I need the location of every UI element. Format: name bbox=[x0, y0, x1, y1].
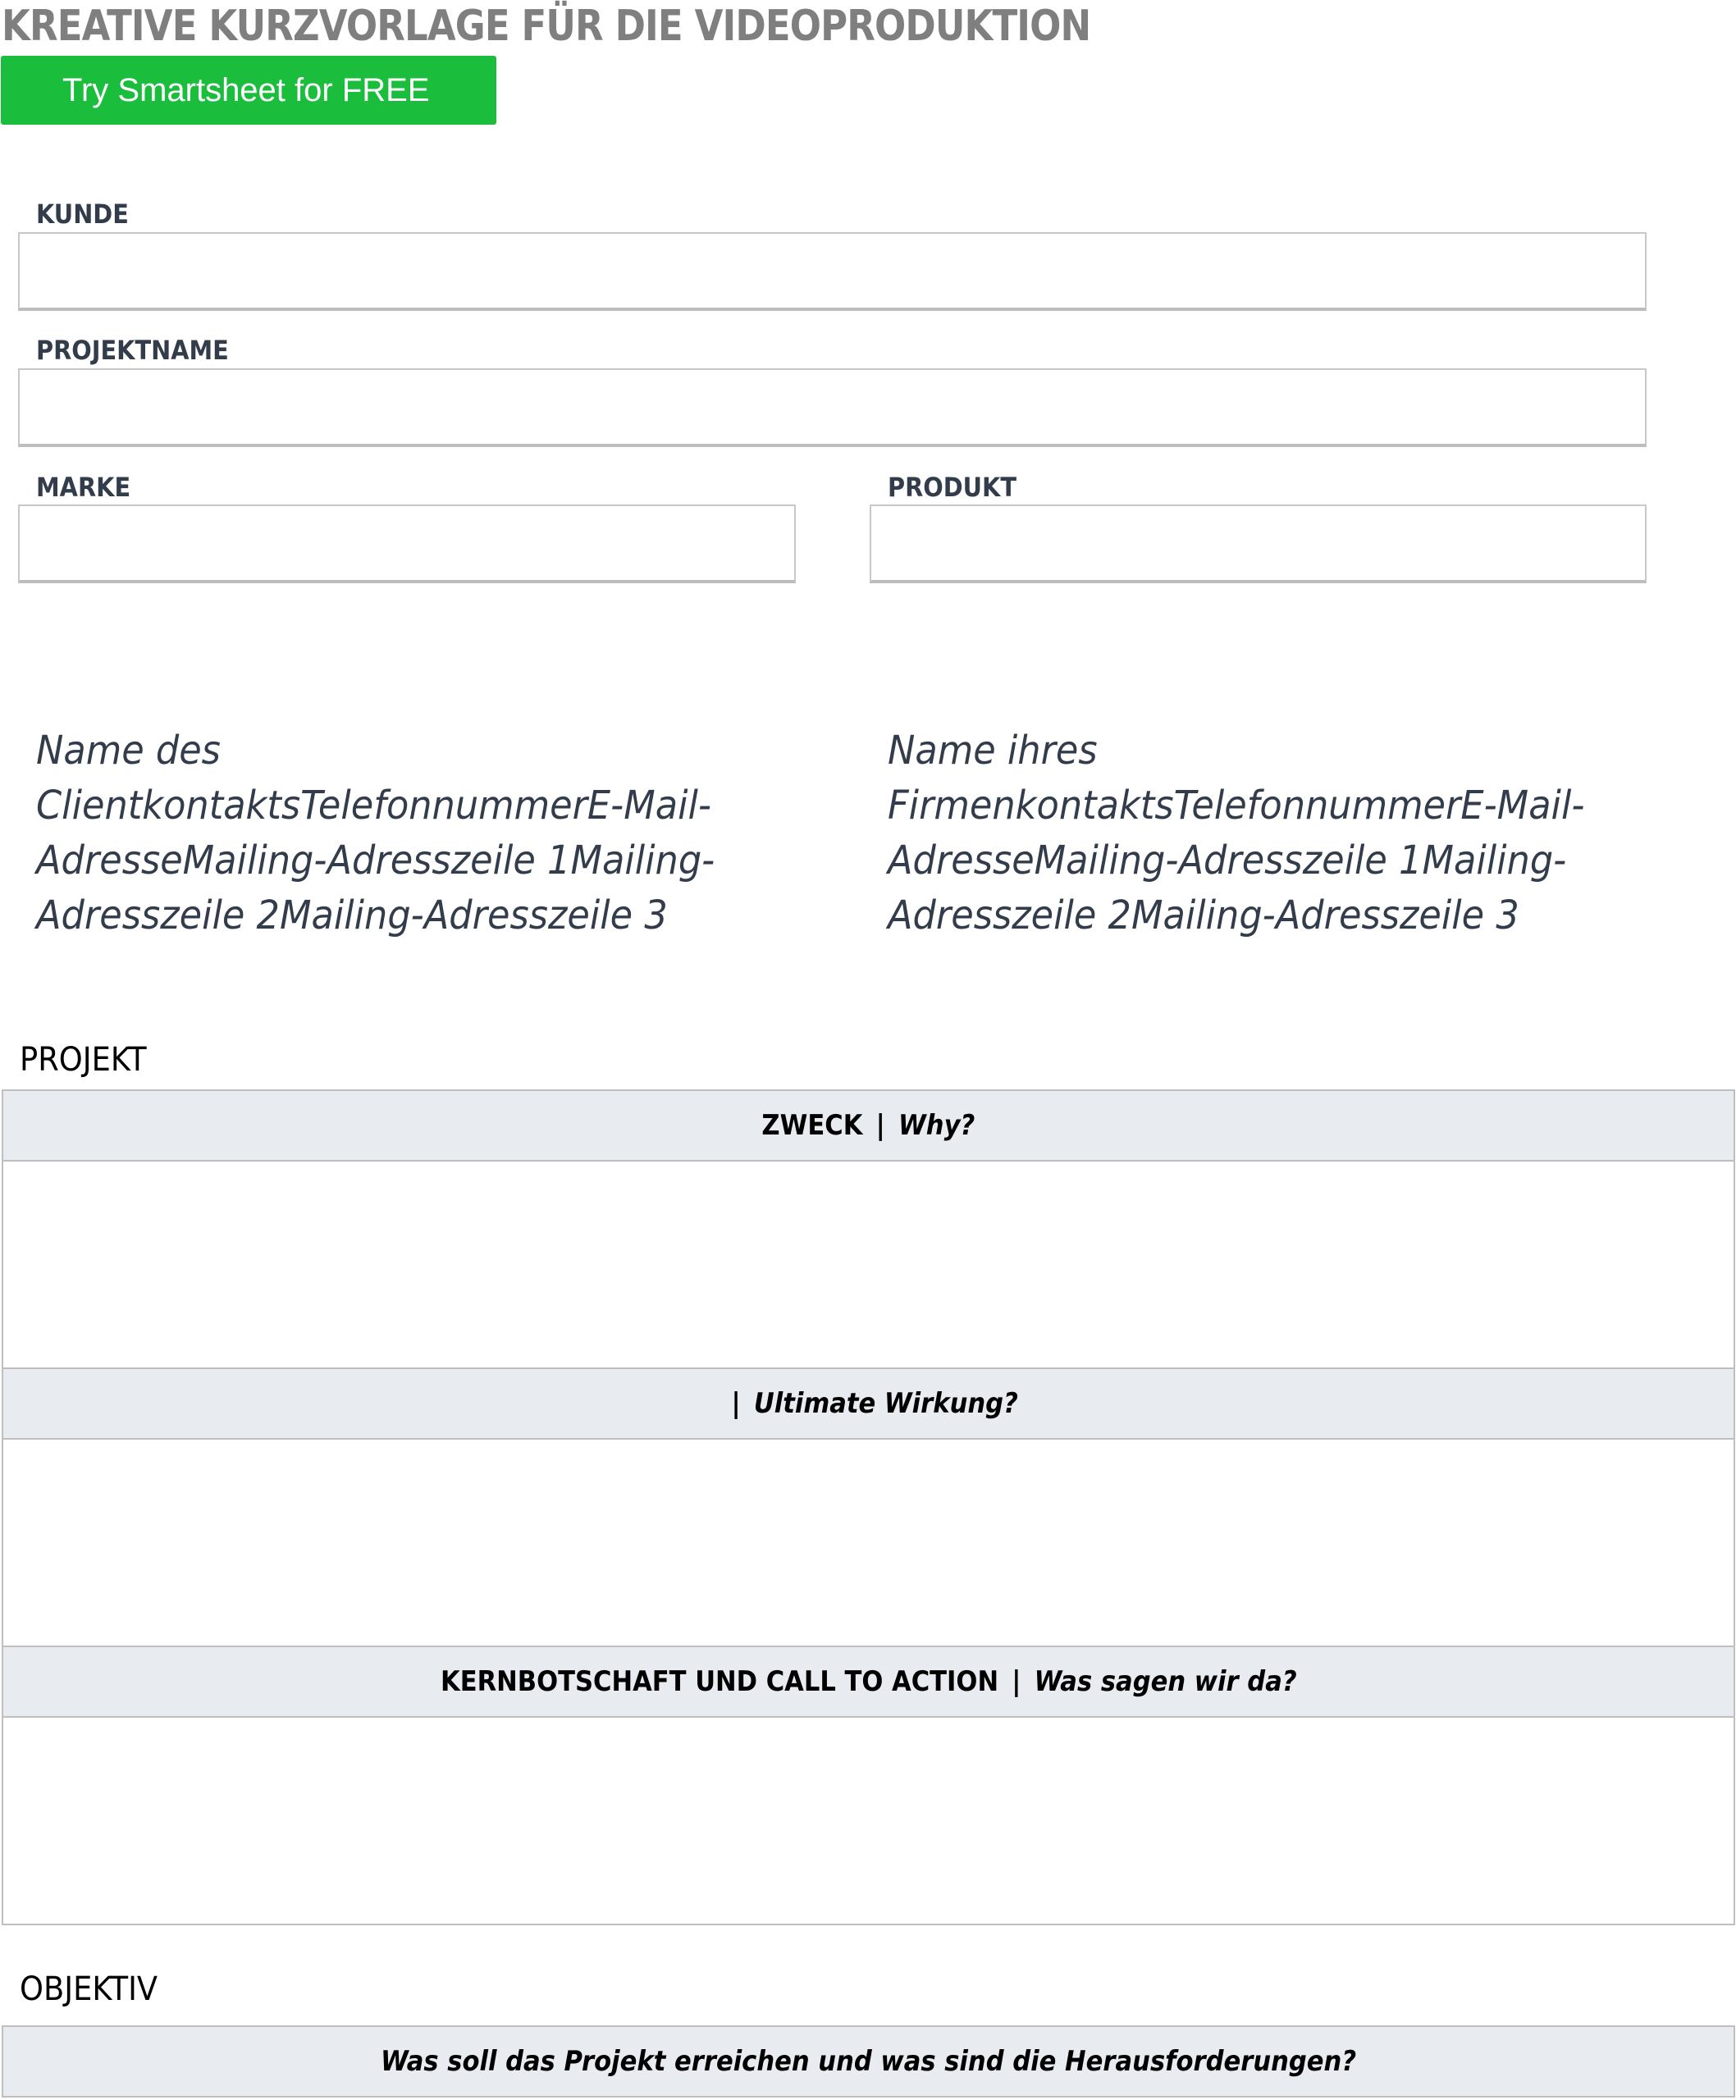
kunde-label: KUNDE bbox=[36, 199, 129, 230]
produkt-label: PRODUKT bbox=[888, 472, 1017, 503]
kernbotschaft-title: KERNBOTSCHAFT UND CALL TO ACTION bbox=[440, 1665, 998, 1698]
wirkung-answer-cell[interactable] bbox=[3, 1440, 1734, 1647]
projektname-label: PROJEKTNAME bbox=[36, 335, 229, 366]
kernbotschaft-answer-cell[interactable] bbox=[3, 1718, 1734, 1925]
produkt-input[interactable] bbox=[870, 504, 1647, 583]
zweck-title: ZWECK bbox=[761, 1109, 863, 1142]
kernbotschaft-header bbox=[3, 1647, 1734, 1718]
objektiv-header bbox=[3, 2027, 1734, 2098]
objektiv-question: Was soll das Projekt erreichen und was sind die Herausforderungen? bbox=[380, 2045, 1357, 2078]
marke-input[interactable] bbox=[18, 504, 796, 583]
kernbotschaft-question: Was sagen wir da? bbox=[1034, 1665, 1297, 1698]
kernbotschaft-separator: | bbox=[1011, 1665, 1021, 1698]
wirkung-separator: | bbox=[731, 1387, 742, 1420]
company-contact-block: Name ihres FirmenkontaktsTelefonnummerE-Mail-AdresseMailing-Adresszeile 1Mailing-Adresszeile 2Mailing-Adresszeile 3 bbox=[888, 728, 1585, 938]
zweck-header bbox=[3, 1091, 1734, 1162]
page-title: KREATIVE KURZVORLAGE FÜR DIE VIDEOPRODUKTION bbox=[2, 2, 1091, 51]
objektiv-section-label: OBJEKTIV bbox=[20, 1970, 158, 2008]
zweck-separator: | bbox=[875, 1109, 885, 1142]
try-smartsheet-button[interactable]: Try Smartsheet for FREE bbox=[1, 56, 496, 125]
projektname-input[interactable] bbox=[18, 368, 1647, 447]
zweck-answer-cell[interactable] bbox=[3, 1162, 1734, 1369]
objektiv-table bbox=[2, 2025, 1735, 2098]
projekt-table bbox=[2, 1089, 1735, 1925]
projekt-section-label: PROJEKT bbox=[20, 1041, 147, 1079]
kunde-input[interactable] bbox=[18, 232, 1647, 311]
zweck-question: Why? bbox=[898, 1109, 975, 1142]
marke-label: MARKE bbox=[36, 472, 131, 503]
client-contact-block: Name des ClientkontaktsTelefonnummerE-Mail-AdresseMailing-Adresszeile 1Mailing-Adresszeile 2Mailing-Adresszeile 3 bbox=[36, 728, 715, 938]
wirkung-question: Ultimate Wirkung? bbox=[754, 1387, 1019, 1420]
wirkung-header bbox=[3, 1369, 1734, 1440]
